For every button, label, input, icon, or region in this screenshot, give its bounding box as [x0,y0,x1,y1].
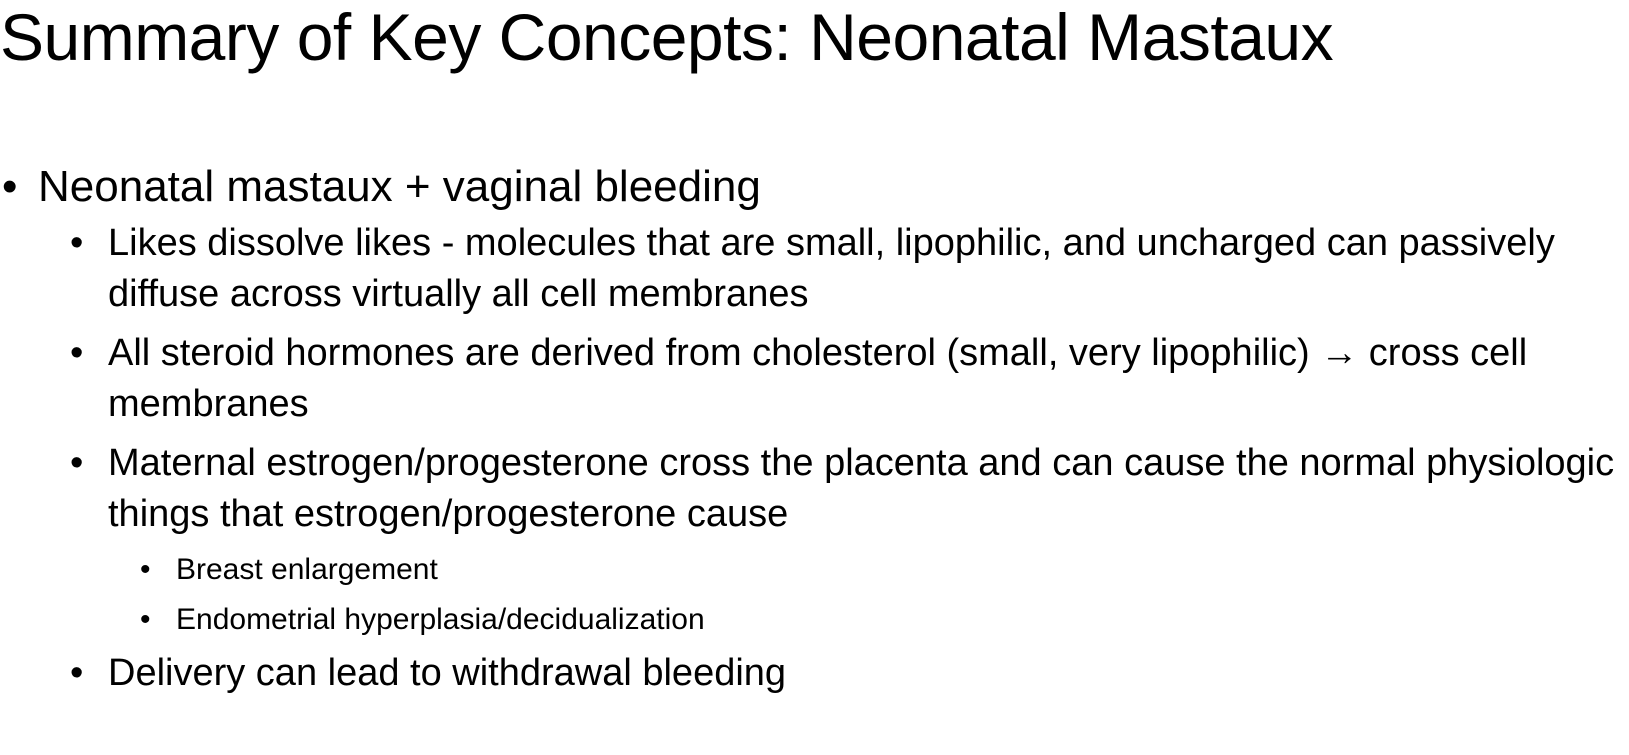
sub-bullet [0,328,1623,430]
bullet-dot-icon: • [70,652,84,694]
sub-sub-bullet [0,548,1629,592]
bullet-dot-icon: • [2,162,18,211]
sub-bullet-text: Likes dissolve likes - molecules that are small, lipophilic, and uncharged can passively diffuse across virtually all cell membranes [108,222,1555,315]
slide-content [0,160,1629,707]
bullet-dot-icon: • [140,553,151,586]
sub-sub-bullet-text: Endometrial hyperplasia/decidualization [176,603,705,636]
sub-bullet [0,438,1623,540]
main-bullet-text: Neonatal mastaux + vaginal bleeding [38,162,761,211]
sub-bullet-list [0,218,1629,699]
slide-title: Summary of Key Concepts: Neonatal Mastaux [0,0,1334,74]
sub-sub-bullet-list [0,548,1629,642]
sub-bullet [0,648,1623,699]
main-bullet [0,160,1629,214]
bullet-dot-icon: • [70,332,84,374]
sub-bullet-text: Delivery can lead to withdrawal bleeding [108,652,787,694]
sub-sub-bullet [0,598,1629,642]
bullet-dot-icon: • [140,603,151,636]
bullet-dot-icon: • [70,222,84,264]
sub-bullet-text: Maternal estrogen/progesterone cross the placenta and can cause the normal physiologic things that estrogen/progesterone cause [108,442,1615,535]
sub-sub-bullet-text: Breast enlargement [176,553,438,586]
bullet-dot-icon: • [70,442,84,484]
sub-bullet-text: All steroid hormones are derived from cholesterol (small, very lipophilic) → cross cell membranes [108,332,1528,425]
sub-bullet [0,218,1623,320]
